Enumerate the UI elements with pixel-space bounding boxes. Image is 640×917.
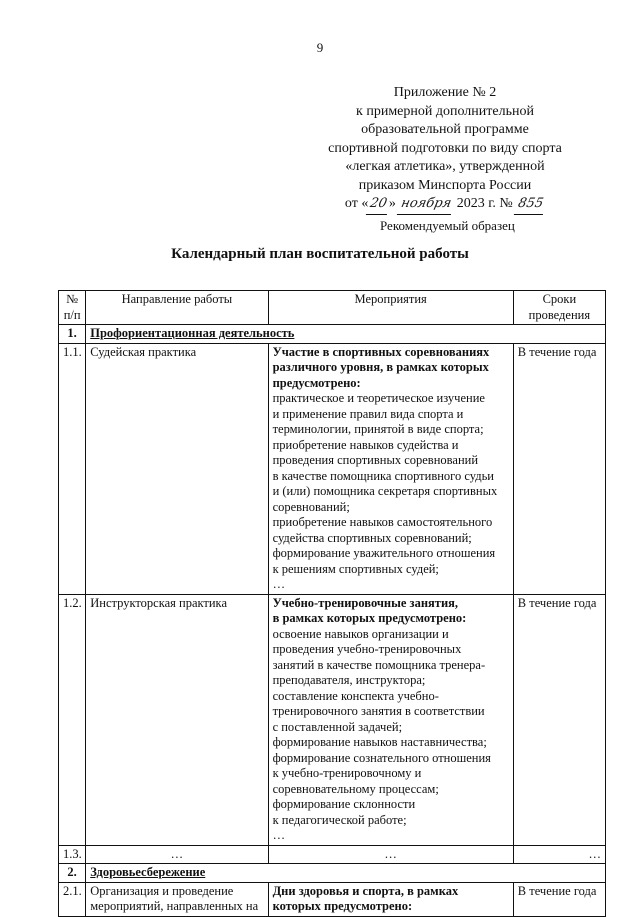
table-row [59,343,606,594]
row-direction: Организация и проведение мероприятий, направленных на [86,882,268,916]
row-num: 2. [59,864,86,883]
date-prefix: от « [344,196,369,211]
row-activities: Участие в спортивных соревнованиях различного уровня, в рамках которых предусмотрено: практическое и теоретическое изучение и применение правил вида спорта и терминологии, принятой в виде спорта; приобретение навыков судейства и проведения спортивных соревнований в качестве помощника спортивного судьи и (или) помощника секретаря спортивных соревнований; приобретение навыков самостоятельного судейства спортивных соревнований; формирование уважительного отношения к решениям спортивных судей; … [268,343,513,594]
handwritten-order-number: 855 [514,195,547,215]
row-activities: Учебно-тренировочные занятия, в рамках которых предусмотрено: освоение навыков организации и проведения учебно-тренировочных занятий в качестве помощника тренера- преподавателя, инструктора; составление конспекта учебно- тренировочного занятия в соответствии с поставленной задачей; формирование навыков наставничества; формирование сознательного отношения к учебно-тренировочному и соревновательному процессам; формирование склонности к педагогической работе; … [268,594,513,845]
header-num: № п/п [59,291,86,325]
row-num: 2.1. [59,882,86,916]
table-row [59,594,606,845]
appendix-line: Приложение № 2 [393,85,497,100]
row-terms: В течение года [513,594,605,845]
appendix-line: спортивной подготовки по виду спорта [328,140,562,156]
header-terms: Сроки проведения [513,291,605,325]
date-mid: » [388,196,396,211]
row-terms: … [513,845,605,864]
date-year: 2023 г. № [456,196,513,211]
page-number: 9 [316,40,324,55]
row-direction: Инструкторская практика [86,594,268,845]
appendix-line: «легкая атлетика», утвержденной [345,159,545,174]
order-date-line [300,195,590,215]
row-direction: … [86,845,268,864]
table-row [59,845,606,864]
row-num: 1. [59,325,86,344]
calendar-plan-table [58,290,606,917]
header-activities: Мероприятия [268,291,513,325]
appendix-line: образовательной программе [361,122,529,137]
appendix-line: к примерной дополнительной [356,103,534,119]
row-num: 1.3. [59,845,86,864]
handwritten-month: ноября [397,195,455,215]
row-terms: В течение года [513,343,605,594]
handwritten-day: 20 [366,195,391,215]
section-title: Здоровьесбережение [86,864,606,883]
section-title: Профориентационная деятельность [86,325,606,344]
appendix-line: приказом Минспорта России [358,177,532,193]
table-row [59,325,606,344]
appendix-block [300,84,590,215]
document-title: Календарный план воспитательной работы [171,246,469,262]
recommended-sample-label: Рекомендуемый образец [380,218,515,233]
row-terms: В течение года [513,882,605,916]
table-row [59,864,606,883]
row-direction: Судейская практика [86,343,268,594]
row-activities: Дни здоровья и спорта, в рамках которых предусмотрено: [268,882,513,916]
row-num: 1.2. [59,594,86,845]
row-num: 1.1. [59,343,86,594]
table-header-row [59,291,606,325]
table-row [59,882,606,916]
header-direction: Направление работы [86,291,268,325]
row-activities: … [268,845,513,864]
